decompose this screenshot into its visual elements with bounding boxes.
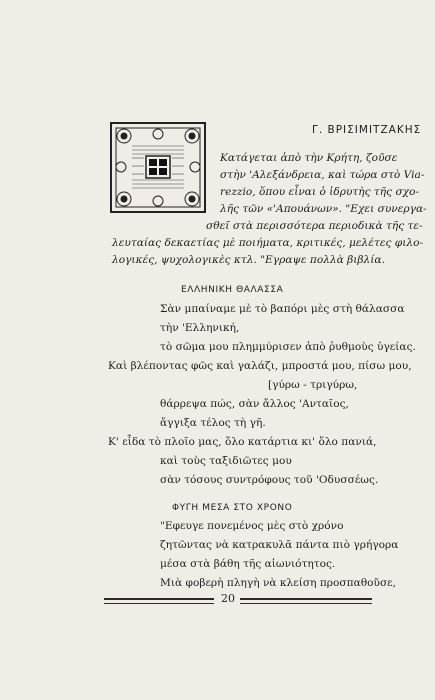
bio-line: λογικές, ψυχολογικὲς κτλ. "Εγραψε πολλὰ βιβλία.	[112, 254, 385, 266]
footer-rule-left	[104, 598, 214, 600]
poem-line: "Εφευγε πονεμένος μὲς στὸ χρόνο	[160, 520, 344, 532]
bio-line: Κατάγεται ἀπὸ τὴν Κρήτη, ζοῦσε	[220, 152, 398, 164]
poem-line: [γύρω - τριγύρω,	[268, 379, 358, 391]
poem-line: Σὰν μπαίναμε μὲ τὸ βαπόρι μὲς στὴ θάλασσα	[160, 303, 405, 315]
poem-line: τὴν 'Ελληνική,	[160, 322, 240, 334]
poem-line: ἄγγιξα τέλος τὴ γῆ.	[160, 417, 266, 429]
ornament-icon	[108, 120, 208, 215]
page-number: 20	[221, 592, 235, 605]
poem-title: ΦΥΓΗ ΜΕΣΑ ΣΤΟ ΧΡΟΝΟ	[172, 503, 293, 513]
poem-line: μέσα στὰ βάθη τῆς αἰωνιότητος.	[160, 558, 336, 570]
poem-line: Μιὰ φοβερὴ πληγὴ νὰ κλείση προσπαθοῦσε,	[160, 577, 397, 589]
poem-line: Καὶ βλέποντας φῶς καὶ γαλάζι, μπροστά μου, πίσω μου,	[108, 360, 412, 372]
poem-line: καὶ τοὺς ταξιδιῶτες μου	[160, 455, 292, 467]
footer-rule-left-thin	[104, 603, 214, 604]
bio-line: λῆς τῶν «'Απουάνων». "Εχει συνεργα-	[220, 203, 427, 215]
bio-line: λευταίας δεκαετίας μὲ ποιήματα, κριτικές, μελέτες φιλο-	[112, 237, 424, 249]
bio-line: rezzio, ὅπου εἶναι ὁ ἱδρυτὴς τῆς σχο-	[220, 186, 420, 198]
footer-rule-right	[240, 598, 372, 600]
author-name: Γ. ΒΡΙΣΙΜΙΤΖΑΚΗΣ	[312, 124, 422, 136]
poem-title: ΕΛΛΗΝΙΚΗ ΘΑΛΑΣΣΑ	[181, 285, 284, 295]
poem-line: Κ' εἶδα τὸ πλοῖο μας, ὅλο κατάρτια κι' ὅλο πανιά,	[108, 436, 377, 448]
poem-line: τὸ σῶμα μου πλημμύρισεν ἀπὸ ῥυθμοὺς ὑγείας.	[160, 341, 416, 353]
poem-line: θάρρεψα πώς, σὰν ἄλλος 'Ανταῖος,	[160, 398, 349, 410]
bio-line: σθεῖ στὰ περισσότερα περιοδικὰ τῆς τε-	[206, 220, 423, 232]
bio-line: στὴν 'Αλεξάνδρεια, καὶ τώρα στὸ Via-	[220, 169, 425, 181]
poem-line: ζητῶντας νὰ κατρακυλᾶ πάντα πιὸ γρήγορα	[160, 539, 399, 551]
poem-line: σὰν τόσους συντρόφους τοῦ 'Οδυσσέως.	[160, 474, 379, 486]
footer-rule-right-thin	[240, 603, 372, 604]
